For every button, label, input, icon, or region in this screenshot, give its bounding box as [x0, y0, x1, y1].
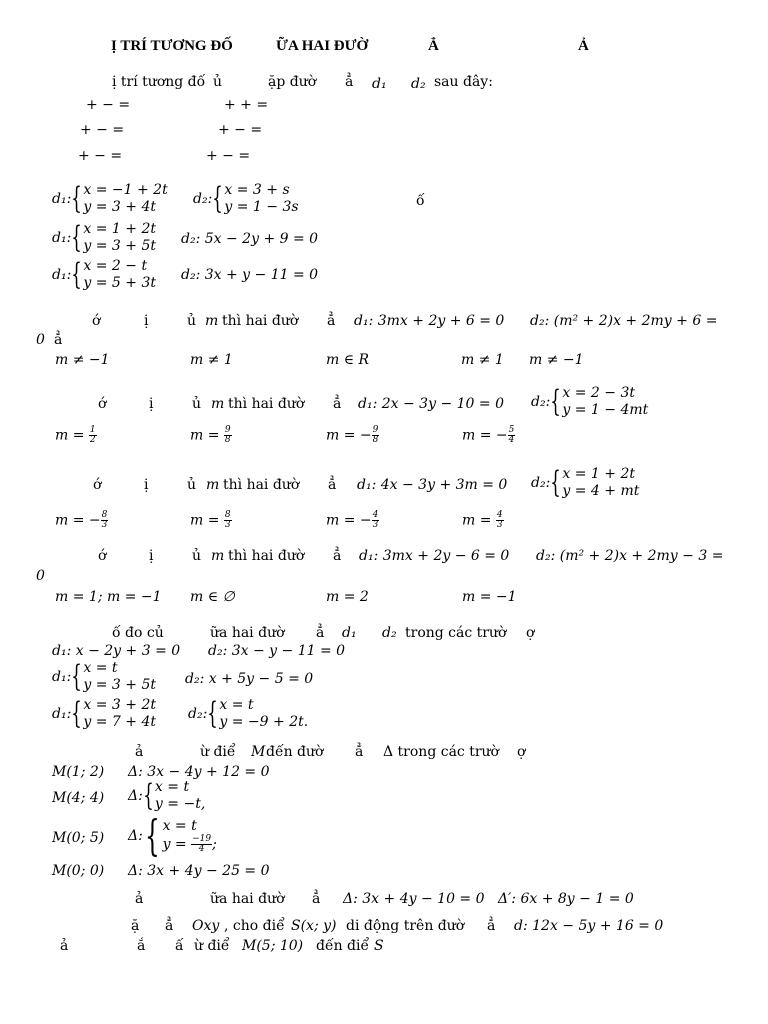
q1b-d1-y: y = 3 + 5t: [83, 238, 157, 254]
q9-s: S(x; y): [291, 918, 337, 934]
q1b-d2: d₂: 5x − 2y + 9 = 0: [181, 231, 319, 247]
q1a-note: ố: [416, 193, 425, 209]
q2-e: ẳ: [327, 313, 336, 329]
q7-f: ợ: [517, 744, 526, 760]
q3-e: ẳ: [333, 396, 342, 412]
q4-e: ẳ: [328, 477, 337, 493]
q3-c: ủ: [192, 396, 202, 412]
q4-d2-y: y = 4 + mt: [562, 483, 640, 499]
q7c-point: M(0; 5): [52, 830, 105, 846]
q5-wrap-zero: 0: [36, 568, 45, 584]
q5-option-c: m = 2: [326, 589, 369, 605]
q2-d: thì hai đườ: [222, 313, 299, 329]
q6a-d2: d₂: 3x − y − 11 = 0: [208, 643, 346, 659]
q1-row3-left: + − =: [78, 148, 123, 164]
q6b-d1-system: [52, 660, 156, 694]
q9-f: ả: [60, 938, 69, 954]
q4-c: ủ: [187, 477, 197, 493]
q1-row1-left: + − =: [86, 97, 131, 113]
q1-d2: d₂: [411, 76, 426, 92]
q6a-d1: d₁: x − 2y + 3 = 0: [52, 643, 181, 659]
q4-m: m: [206, 477, 220, 493]
q2-option-d: m ≠ 1: [461, 352, 504, 368]
q1-intro-d: ẳ: [345, 74, 354, 90]
q2-option-c: m ∈ R: [326, 352, 370, 368]
q6-d: trong các trườ: [405, 625, 507, 641]
q4-d2-label: d₂:: [531, 475, 551, 491]
q7b-y: y = −t,: [154, 796, 206, 812]
q2-a: ớ: [92, 313, 101, 329]
q1-row1-right: + + =: [224, 97, 269, 113]
q1-row2-right: + − =: [218, 122, 263, 138]
q1-row3-right: + − =: [206, 148, 251, 164]
q3-option-a: m = $\frac{1}{2}$: [55, 425, 96, 445]
q4-option-a: m = − $\frac{8}{3}$: [55, 510, 108, 530]
brace-icon: {: [550, 384, 562, 419]
q9-a: ặ: [131, 918, 140, 934]
q3-d2-x: x = 2 − 3t: [562, 385, 635, 401]
q9-c: , cho điể: [224, 918, 285, 934]
q1c-d1-label: d₁:: [52, 267, 72, 283]
brace-icon: {: [71, 257, 83, 292]
q6-d2: d₂: [382, 625, 397, 641]
q2-option-b: m ≠ 1: [190, 352, 233, 368]
q4-d2-system: [531, 466, 639, 500]
q6-a: ố đo củ: [112, 625, 164, 641]
brace-icon: {: [71, 220, 83, 255]
title-part-2: ỮA HAI ĐƯỜ: [276, 38, 369, 54]
q7c-x: x = t: [162, 818, 197, 834]
q3-b: ị: [149, 396, 154, 412]
q2-option-a: m ≠ −1: [55, 352, 110, 368]
q6b-d1-x: x = t: [83, 660, 118, 676]
q1b-d1-system: [52, 221, 156, 255]
q8-a: ả: [135, 891, 144, 907]
q7d-line: Δ: 3x + 4y − 25 = 0: [128, 863, 270, 879]
q1c-d2: d₂: 3x + y − 11 = 0: [181, 267, 319, 283]
q6c-d2-label: d₂:: [188, 706, 208, 722]
brace-icon: {: [143, 778, 154, 813]
q9-i: ừ điể: [194, 938, 230, 954]
q9-b: ẳ: [165, 918, 174, 934]
q8-line-1: Δ: 3x + 4y − 10 = 0: [343, 891, 485, 907]
q6-d1: d₁: [342, 625, 357, 641]
q6c-d2-y: y = −9 + 2t.: [219, 714, 309, 730]
q7-c: đến đườ: [266, 744, 324, 760]
q7c-label: Δ:: [128, 828, 143, 844]
q1a-d2-system: [193, 182, 299, 216]
q5-a: ớ: [98, 548, 107, 564]
q1-intro-c: ặp đườ: [268, 74, 317, 90]
q7a-point: M(1; 2): [52, 764, 105, 780]
brace-icon: {: [550, 465, 562, 500]
q5-option-a: m = 1; m = −1: [55, 589, 162, 605]
q9-e: ẳ: [487, 918, 496, 934]
q2-wrap-zero: 0: [36, 332, 45, 348]
q1a-d2-x: x = 3 + s: [224, 182, 290, 198]
q7-d: ẳ: [355, 744, 364, 760]
q6-c: ẳ: [316, 625, 325, 641]
q2-m: m: [205, 313, 219, 329]
q8-b: ữa hai đườ: [210, 891, 285, 907]
q6-e: ợ: [526, 625, 535, 641]
q1a-d2-y: y = 1 − 3s: [224, 199, 299, 215]
q2-option-e: m ≠ −1: [529, 352, 584, 368]
q4-option-b: m = $\frac{8}{3}$: [190, 510, 231, 530]
q6c-d1-y: y = 7 + 4t: [83, 714, 157, 730]
brace-icon: {: [71, 659, 83, 694]
title-part-3: Ẳ: [428, 38, 439, 54]
q8-c: ẳ: [312, 891, 321, 907]
title-part-1: Ị TRÍ TƯƠNG ĐỐ: [111, 38, 233, 54]
q9-point: M(5; 10): [242, 938, 304, 954]
brace-icon: {: [71, 696, 83, 731]
q1-intro-a: ị trí tương đố: [112, 74, 206, 90]
q1c-d1-x: x = 2 − t: [83, 258, 148, 274]
q2-c: ủ: [187, 313, 197, 329]
q9-oxy: Oxy: [192, 918, 220, 934]
q7c-y: y = $\frac{-19}{4}$ ;: [162, 834, 217, 854]
q9-k: S: [374, 938, 384, 954]
q7-b: ừ điể: [200, 744, 236, 760]
q7b-x: x = t: [154, 779, 190, 795]
q6c-d2-system: [188, 697, 308, 731]
q5-e: ẳ: [333, 548, 342, 564]
q3-d1: d₁: 2x − 3y − 10 = 0: [358, 396, 504, 412]
q7-M: M: [251, 744, 266, 760]
q6-b: ữa hai đườ: [210, 625, 285, 641]
q2-d2: d₂: (m² + 2)x + 2my + 6 =: [530, 313, 718, 329]
q6c-d2-x: x = t: [219, 697, 254, 713]
q3-d2-system: [531, 385, 648, 419]
q7-e: Δ trong các trườ: [383, 744, 499, 760]
q6b-d2: d₂: x + 5y − 5 = 0: [185, 671, 314, 687]
q3-option-c: m = − $\frac{9}{8}$: [326, 425, 379, 445]
q1a-d1-y: y = 3 + 4t: [83, 199, 157, 215]
title-part-4: Ả: [578, 38, 589, 54]
q4-b: ị: [144, 477, 149, 493]
q4-d: thì hai đườ: [223, 477, 300, 493]
q5-m: m: [211, 548, 225, 564]
q3-d2-label: d₂:: [531, 394, 551, 410]
q7d-point: M(0; 0): [52, 863, 105, 879]
q4-a: ớ: [93, 477, 102, 493]
q7b-point: M(4; 4): [52, 790, 105, 806]
brace-icon: {: [207, 696, 219, 731]
brace-icon: {: [71, 181, 83, 216]
q6c-d1-system: [52, 697, 156, 731]
q7a-line: Δ: 3x − 4y + 12 = 0: [128, 764, 270, 780]
q9-g: ắ: [137, 938, 146, 954]
q1-intro-b: ủ: [213, 74, 223, 90]
q1-d1: d₁: [372, 76, 387, 92]
q1c-d1-y: y = 5 + 3t: [83, 275, 157, 291]
q5-option-d: m = −1: [462, 589, 517, 605]
q9-h: ấ: [175, 938, 184, 954]
q4-option-c: m = − $\frac{4}{3}$: [326, 510, 379, 530]
q3-a: ớ: [98, 396, 107, 412]
q9-line: d: 12x − 5y + 16 = 0: [514, 918, 664, 934]
q1-intro-e: sau đây:: [434, 74, 493, 90]
q3-option-d: m = − $\frac{5}{4}$: [462, 425, 515, 445]
q1a-d1-system: [52, 182, 168, 216]
brace-icon: {: [144, 811, 160, 860]
q5-d: thì hai đườ: [228, 548, 305, 564]
q3-d: thì hai đườ: [228, 396, 305, 412]
q1a-d1-x: x = −1 + 2t: [83, 182, 168, 198]
q3-option-b: m = $\frac{9}{8}$: [190, 425, 231, 445]
q1c-d1-system: [52, 258, 156, 292]
q6c-d1-x: x = 3 + 2t: [83, 697, 156, 713]
q7c-system: [128, 811, 217, 860]
q3-m: m: [211, 396, 225, 412]
q5-d2: d₂: (m² + 2)x + 2my − 3 =: [536, 548, 724, 564]
q7-a: ả: [135, 744, 144, 760]
q9-d: di động trên đườ: [346, 918, 465, 934]
q3-d2-y: y = 1 − 4mt: [562, 402, 649, 418]
q1a-d2-label: d₂:: [193, 191, 213, 207]
q6c-d1-label: d₁:: [52, 706, 72, 722]
q2-d1: d₁: 3mx + 2y + 6 = 0: [354, 313, 505, 329]
q1-row2-left: + − =: [80, 122, 125, 138]
q1a-d1-label: d₁:: [52, 191, 72, 207]
q5-d1: d₁: 3mx + 2y − 6 = 0: [359, 548, 510, 564]
q1b-d1-label: d₁:: [52, 230, 72, 246]
q5-b: ị: [149, 548, 154, 564]
q6b-d1-label: d₁:: [52, 669, 72, 685]
q7b-label: Δ:: [128, 788, 143, 804]
q9-j: đến điể: [316, 938, 370, 954]
q6b-d1-y: y = 3 + 5t: [83, 677, 157, 693]
brace-icon: {: [212, 181, 224, 216]
q8-line-2: Δ′: 6x + 8y − 1 = 0: [498, 891, 634, 907]
q2-b: ị: [144, 313, 149, 329]
q4-d1: d₁: 4x − 3y + 3m = 0: [357, 477, 508, 493]
q1b-d1-x: x = 1 + 2t: [83, 221, 156, 237]
q2-wrap-e: ẳ: [54, 332, 63, 348]
q4-d2-x: x = 1 + 2t: [562, 466, 635, 482]
q4-option-d: m = $\frac{4}{3}$: [462, 510, 503, 530]
q7b-system: [128, 779, 205, 813]
q5-c: ủ: [192, 548, 202, 564]
q5-option-b: m ∈ ∅: [190, 589, 235, 605]
